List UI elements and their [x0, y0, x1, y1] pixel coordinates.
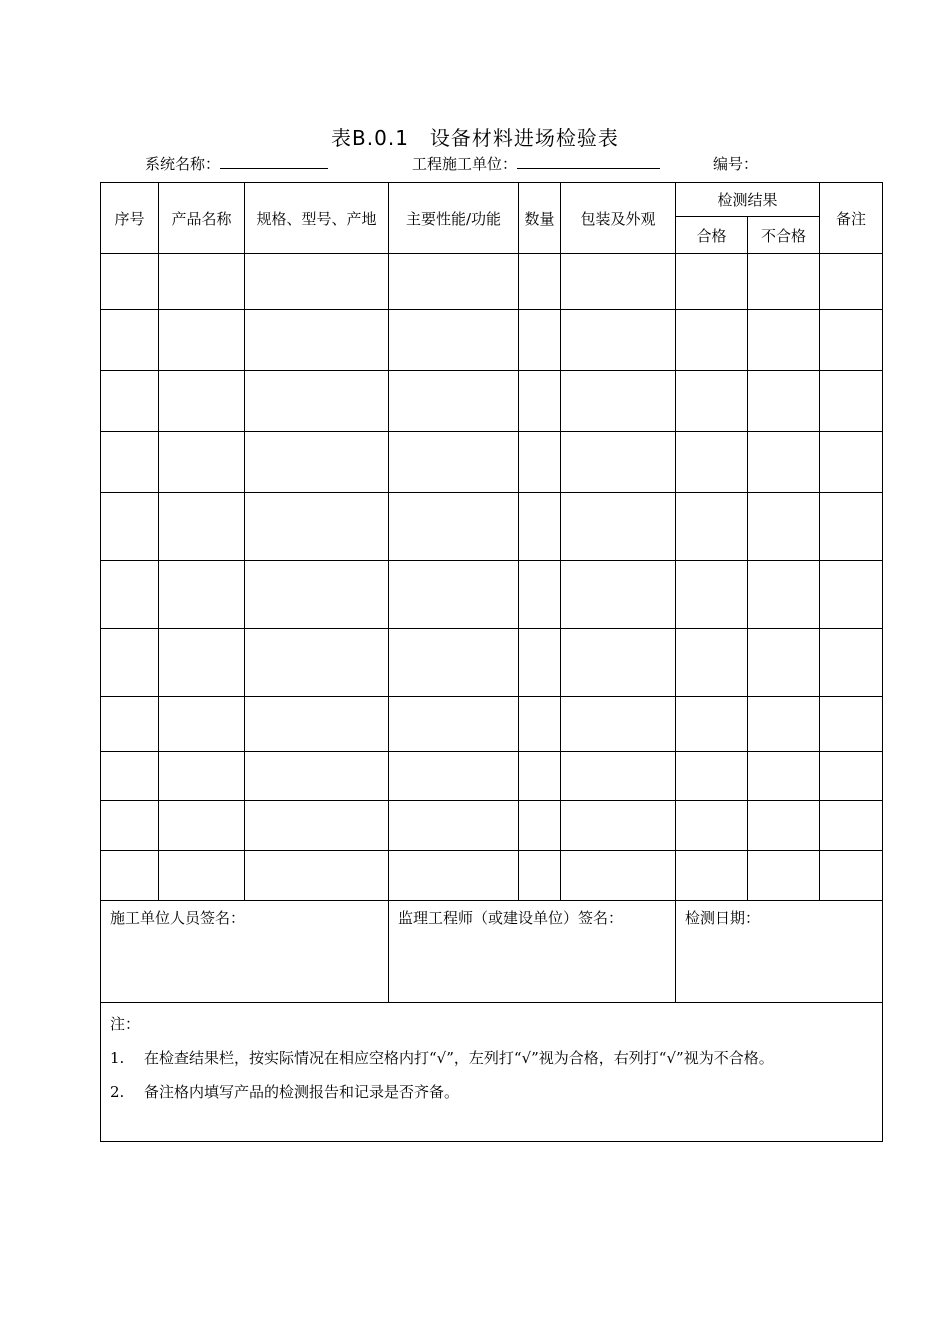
- cell-quantity[interactable]: [519, 697, 561, 752]
- cell-quantity[interactable]: [519, 310, 561, 371]
- construction-unit-field: [412, 153, 660, 174]
- system-name-label: 系统名称：: [145, 155, 221, 173]
- table-row: [101, 801, 883, 851]
- cell-spec[interactable]: [245, 561, 389, 629]
- cell-fail[interactable]: [748, 493, 820, 561]
- number-label: 编号：: [713, 155, 759, 173]
- cell-seq[interactable]: [101, 310, 159, 371]
- cell-fail[interactable]: [748, 432, 820, 493]
- cell-product-name[interactable]: [159, 801, 245, 851]
- cell-fail[interactable]: [748, 697, 820, 752]
- notes-section: [101, 1003, 883, 1142]
- cell-spec[interactable]: [245, 371, 389, 432]
- header-row-1: [101, 183, 883, 217]
- cell-pass[interactable]: [676, 493, 748, 561]
- table-row: [101, 851, 883, 901]
- cell-product-name[interactable]: [159, 371, 245, 432]
- cell-remark[interactable]: [820, 629, 883, 697]
- cell-packaging[interactable]: [561, 629, 676, 697]
- cell-packaging[interactable]: [561, 493, 676, 561]
- cell-product-name[interactable]: [159, 254, 245, 310]
- construction-unit-blank[interactable]: [517, 154, 660, 169]
- cell-fail[interactable]: [748, 629, 820, 697]
- cell-performance[interactable]: [389, 752, 519, 801]
- cell-fail[interactable]: [748, 371, 820, 432]
- cell-seq[interactable]: [101, 432, 159, 493]
- cell-remark[interactable]: [820, 561, 883, 629]
- note-number: 2.: [110, 1083, 125, 1101]
- signature-row: [101, 901, 883, 1003]
- cell-fail[interactable]: [748, 561, 820, 629]
- table-row: [101, 371, 883, 432]
- contractor-signature[interactable]: 施工单位人员签名：: [101, 901, 389, 1003]
- cell-packaging[interactable]: [561, 752, 676, 801]
- table-row: [101, 254, 883, 310]
- cell-seq[interactable]: [101, 493, 159, 561]
- cell-quantity[interactable]: [519, 629, 561, 697]
- cell-spec[interactable]: [245, 801, 389, 851]
- cell-performance[interactable]: [389, 801, 519, 851]
- cell-fail[interactable]: [748, 801, 820, 851]
- note-number: 1.: [110, 1049, 125, 1067]
- cell-pass[interactable]: [676, 310, 748, 371]
- note-text: 在检查结果栏，按实际情况在相应空格内打“√”，左列打“√”视为合格，右列打“√”视为不合格。: [144, 1049, 774, 1067]
- note-item: [110, 1041, 874, 1075]
- form-title: 表B.0.1 设备材料进场检验表: [331, 126, 619, 150]
- cell-remark[interactable]: [820, 310, 883, 371]
- system-name-field: [145, 153, 328, 174]
- cell-packaging[interactable]: [561, 432, 676, 493]
- cell-remark[interactable]: [820, 432, 883, 493]
- notes-row: [101, 1003, 883, 1142]
- cell-product-name[interactable]: [159, 697, 245, 752]
- cell-pass[interactable]: [676, 629, 748, 697]
- cell-quantity[interactable]: [519, 801, 561, 851]
- table-row: [101, 561, 883, 629]
- construction-unit-label: 工程施工单位：: [412, 155, 518, 173]
- cell-product-name[interactable]: [159, 752, 245, 801]
- cell-remark[interactable]: [820, 697, 883, 752]
- cell-pass[interactable]: [676, 371, 748, 432]
- inspection-table: [100, 182, 883, 1142]
- header-quantity: 数量: [519, 183, 561, 254]
- cell-packaging[interactable]: [561, 371, 676, 432]
- cell-spec[interactable]: [245, 851, 389, 901]
- cell-pass[interactable]: [676, 801, 748, 851]
- cell-performance[interactable]: [389, 851, 519, 901]
- cell-spec[interactable]: [245, 254, 389, 310]
- cell-spec[interactable]: [245, 629, 389, 697]
- cell-quantity[interactable]: [519, 561, 561, 629]
- cell-fail[interactable]: [748, 752, 820, 801]
- supervisor-signature[interactable]: 监理工程师（或建设单位）签名：: [389, 901, 676, 1003]
- cell-seq[interactable]: [101, 851, 159, 901]
- cell-fail[interactable]: [748, 851, 820, 901]
- cell-performance[interactable]: [389, 493, 519, 561]
- header-remark: 备注: [820, 183, 883, 254]
- header-packaging: 包装及外观: [561, 183, 676, 254]
- cell-spec[interactable]: [245, 493, 389, 561]
- cell-remark[interactable]: [820, 254, 883, 310]
- header-seq: 序号: [101, 183, 159, 254]
- cell-seq[interactable]: [101, 254, 159, 310]
- cell-spec[interactable]: [245, 697, 389, 752]
- table-row: [101, 432, 883, 493]
- cell-pass[interactable]: [676, 561, 748, 629]
- cell-pass[interactable]: [676, 697, 748, 752]
- cell-product-name[interactable]: [159, 629, 245, 697]
- cell-performance[interactable]: [389, 629, 519, 697]
- table-row: [101, 752, 883, 801]
- table-row: [101, 310, 883, 371]
- cell-packaging[interactable]: [561, 254, 676, 310]
- cell-product-name[interactable]: [159, 493, 245, 561]
- cell-seq[interactable]: [101, 697, 159, 752]
- cell-remark[interactable]: [820, 851, 883, 901]
- cell-remark[interactable]: [820, 493, 883, 561]
- header-product-name: 产品名称: [159, 183, 245, 254]
- cell-pass[interactable]: [676, 254, 748, 310]
- cell-pass[interactable]: [676, 851, 748, 901]
- cell-seq[interactable]: [101, 752, 159, 801]
- cell-packaging[interactable]: [561, 801, 676, 851]
- cell-quantity[interactable]: [519, 752, 561, 801]
- header-performance: 主要性能/功能: [389, 183, 519, 254]
- cell-packaging[interactable]: [561, 697, 676, 752]
- cell-quantity[interactable]: [519, 493, 561, 561]
- cell-fail[interactable]: [748, 310, 820, 371]
- cell-packaging[interactable]: [561, 851, 676, 901]
- cell-product-name[interactable]: [159, 310, 245, 371]
- header-fail: 不合格: [748, 217, 820, 254]
- header-result: 检测结果: [676, 183, 820, 217]
- cell-spec[interactable]: [245, 752, 389, 801]
- cell-performance[interactable]: [389, 432, 519, 493]
- cell-pass[interactable]: [676, 752, 748, 801]
- header-pass: 合格: [676, 217, 748, 254]
- cell-seq[interactable]: [101, 629, 159, 697]
- cell-performance[interactable]: [389, 697, 519, 752]
- note-item: [110, 1075, 874, 1109]
- cell-performance[interactable]: [389, 254, 519, 310]
- cell-remark[interactable]: [820, 371, 883, 432]
- cell-seq[interactable]: [101, 561, 159, 629]
- system-name-blank[interactable]: [220, 154, 328, 169]
- cell-performance[interactable]: [389, 310, 519, 371]
- cell-seq[interactable]: [101, 371, 159, 432]
- cell-quantity[interactable]: [519, 432, 561, 493]
- note-text: 备注格内填写产品的检测报告和记录是否齐备。: [144, 1083, 460, 1101]
- table-row: [101, 697, 883, 752]
- cell-quantity[interactable]: [519, 851, 561, 901]
- cell-packaging[interactable]: [561, 561, 676, 629]
- header-spec: 规格、型号、产地: [245, 183, 389, 254]
- cell-remark[interactable]: [820, 752, 883, 801]
- notes-heading: 注：: [110, 1015, 141, 1033]
- cell-performance[interactable]: [389, 371, 519, 432]
- cell-product-name[interactable]: [159, 561, 245, 629]
- cell-pass[interactable]: [676, 432, 748, 493]
- cell-fail[interactable]: [748, 254, 820, 310]
- cell-remark[interactable]: [820, 801, 883, 851]
- inspection-date[interactable]: 检测日期：: [676, 901, 883, 1003]
- cell-quantity[interactable]: [519, 371, 561, 432]
- cell-packaging[interactable]: [561, 310, 676, 371]
- cell-quantity[interactable]: [519, 254, 561, 310]
- cell-spec[interactable]: [245, 310, 389, 371]
- table-row: [101, 493, 883, 561]
- cell-product-name[interactable]: [159, 851, 245, 901]
- table-row: [101, 629, 883, 697]
- number-field: [713, 153, 758, 174]
- cell-seq[interactable]: [101, 801, 159, 851]
- cell-spec[interactable]: [245, 432, 389, 493]
- cell-product-name[interactable]: [159, 432, 245, 493]
- cell-performance[interactable]: [389, 561, 519, 629]
